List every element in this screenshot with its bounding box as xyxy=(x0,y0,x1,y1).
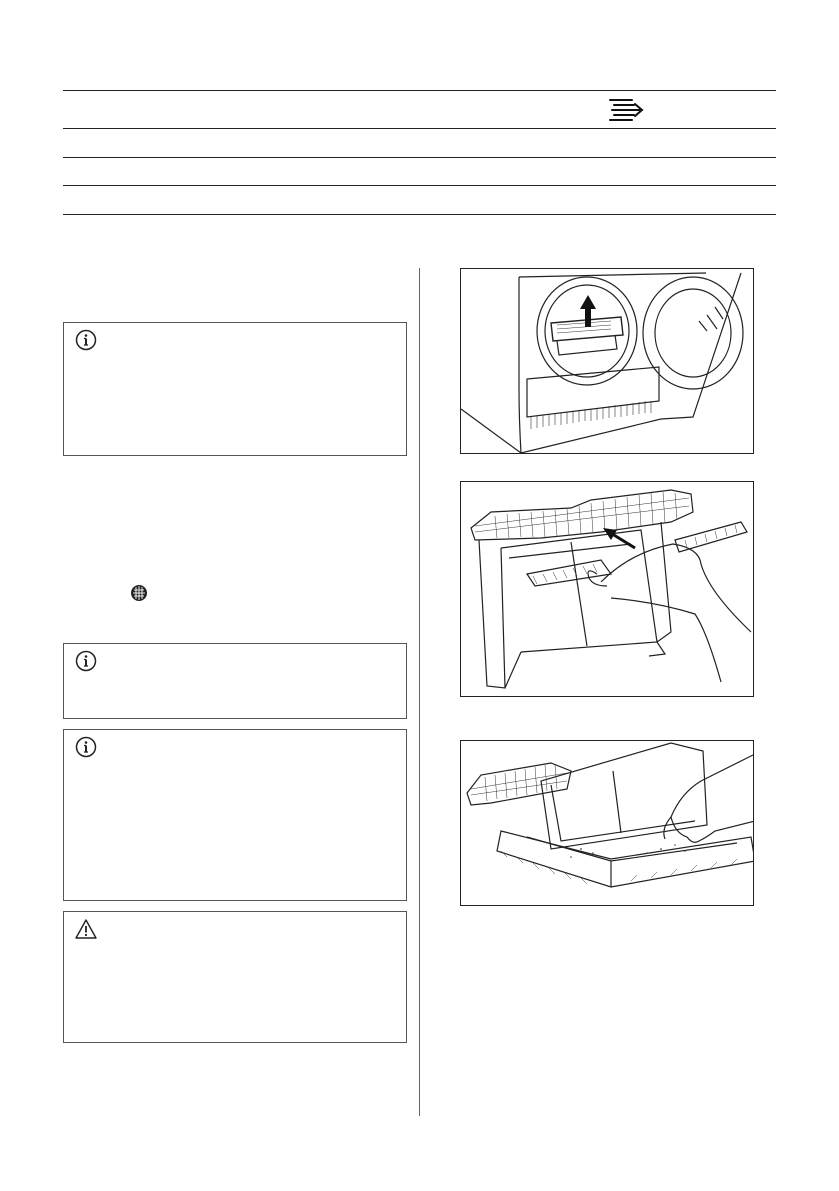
fast-program-icon xyxy=(604,95,646,125)
info-note-box xyxy=(63,643,407,719)
table-row-rule xyxy=(63,185,776,186)
info-icon xyxy=(75,329,97,351)
table-row-rule xyxy=(63,128,776,129)
info-icon xyxy=(75,736,97,758)
figure-open-filter xyxy=(460,481,754,697)
figure-remove-filter xyxy=(460,268,754,454)
filter-symbol-icon xyxy=(130,584,148,602)
info-note-box xyxy=(63,322,407,456)
table-row-rule xyxy=(63,157,776,158)
table-top-rule xyxy=(63,90,776,91)
info-icon xyxy=(75,650,97,672)
warning-icon xyxy=(75,918,97,940)
info-note-box xyxy=(63,729,407,901)
table-bottom-rule xyxy=(63,214,776,215)
warning-note-box xyxy=(63,911,407,1043)
figure-clean-filter xyxy=(460,740,754,906)
column-divider xyxy=(419,268,420,1116)
